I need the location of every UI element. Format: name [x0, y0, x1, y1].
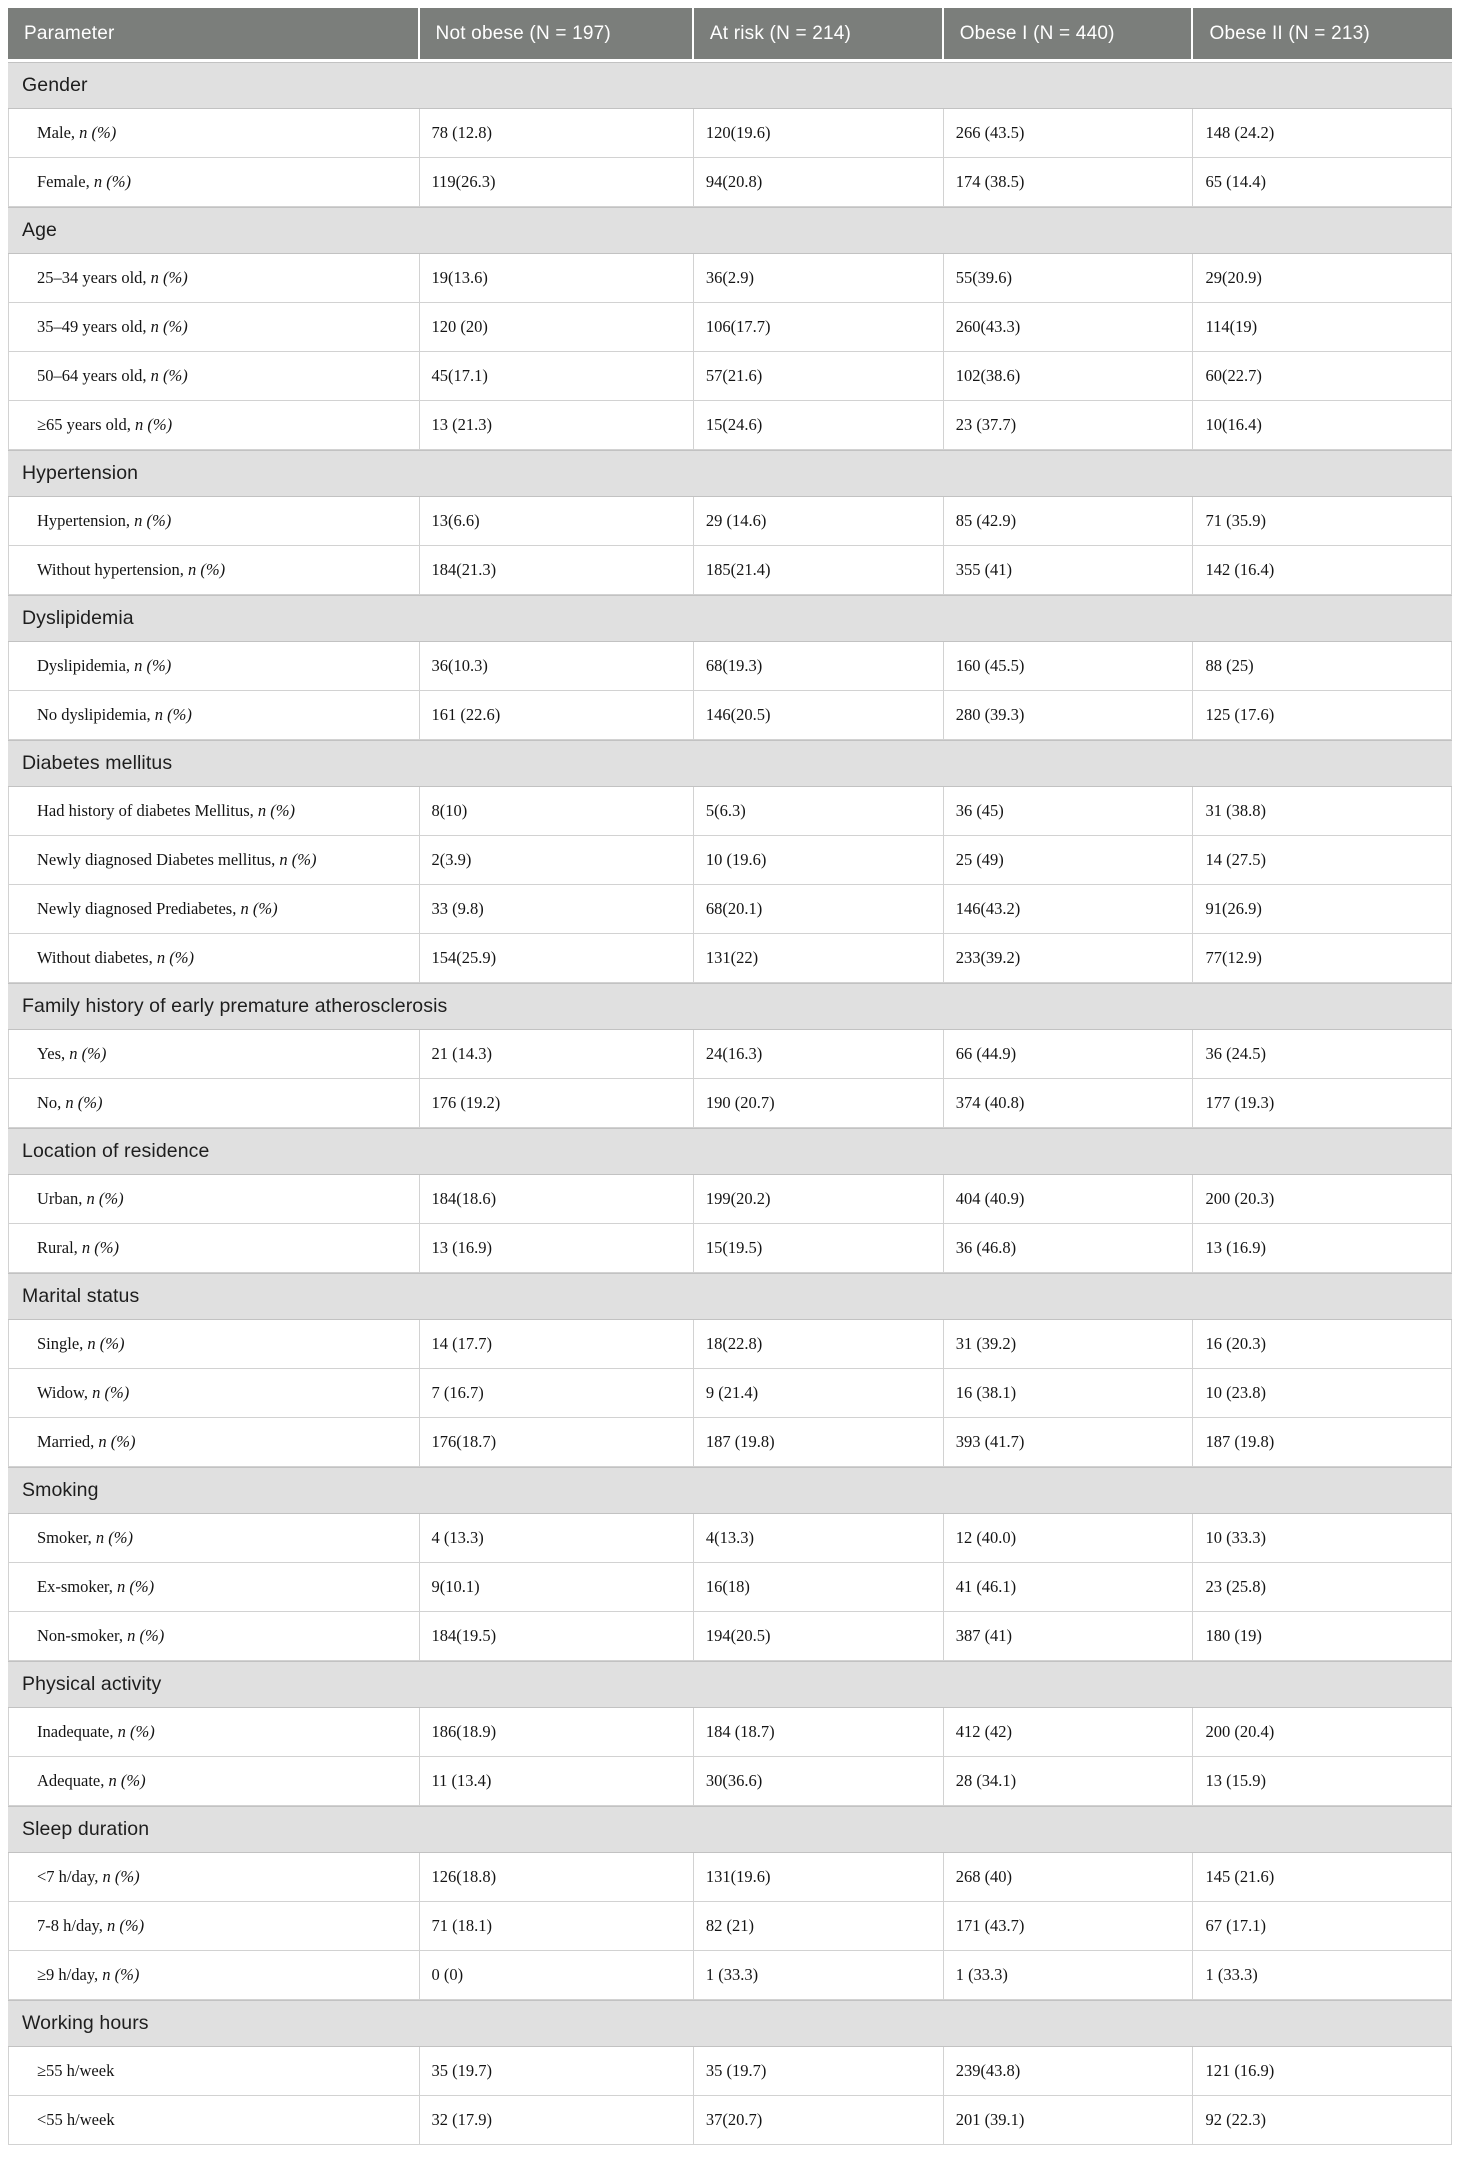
parameter-cell: [8, 352, 420, 401]
table-row: [8, 1757, 1452, 1806]
parameter-label: Inadequate,: [37, 1722, 118, 1741]
value-cell: 85 (42.9): [944, 497, 1194, 546]
table-row: [8, 885, 1452, 934]
table-row: [8, 109, 1452, 158]
value-cell: 114(19): [1193, 303, 1452, 352]
value-cell: 11 (13.4): [420, 1757, 694, 1806]
value-cell: 36 (46.8): [944, 1224, 1194, 1273]
value-cell: 15(24.6): [694, 401, 944, 450]
value-cell: 45(17.1): [420, 352, 694, 401]
parameter-label: 25–34 years old,: [37, 268, 151, 287]
value-cell: 174 (38.5): [944, 158, 1194, 207]
parameter-note: n (%): [188, 560, 226, 579]
value-cell: 161 (22.6): [420, 691, 694, 740]
value-cell: 142 (16.4): [1193, 546, 1452, 595]
table-row: [8, 1708, 1452, 1757]
value-cell: 24(16.3): [694, 1030, 944, 1079]
value-cell: 71 (35.9): [1193, 497, 1452, 546]
value-cell: 23 (25.8): [1193, 1563, 1452, 1612]
parameter-cell: [8, 546, 420, 595]
parameter-label: No,: [37, 1093, 66, 1112]
column-header-at-risk: At risk (N = 214): [694, 8, 944, 62]
value-cell: 29 (14.6): [694, 497, 944, 546]
parameter-cell: [8, 836, 420, 885]
parameter-label: ≥55 h/week: [37, 2061, 115, 2080]
value-cell: 125 (17.6): [1193, 691, 1452, 740]
parameter-label: Dyslipidemia,: [37, 656, 135, 675]
parameter-label: Male,: [37, 123, 80, 142]
value-cell: 154(25.9): [420, 934, 694, 983]
value-cell: 10 (33.3): [1193, 1514, 1452, 1563]
parameter-label: 50–64 years old,: [37, 366, 151, 385]
value-cell: 120(19.6): [694, 109, 944, 158]
column-header-obese-2: Obese II (N = 213): [1193, 8, 1452, 62]
value-cell: 146(20.5): [694, 691, 944, 740]
parameter-cell: [8, 691, 420, 740]
parameter-cell: [8, 1951, 420, 2000]
table-row: [8, 546, 1452, 595]
value-cell: 374 (40.8): [944, 1079, 1194, 1128]
value-cell: 14 (17.7): [420, 1320, 694, 1369]
parameter-cell: [8, 1853, 420, 1902]
section-row: [8, 983, 1452, 1030]
parameter-label: Without hypertension,: [37, 560, 189, 579]
parameter-label: <7 h/day,: [37, 1867, 103, 1886]
table-row: [8, 158, 1452, 207]
value-cell: 387 (41): [944, 1612, 1194, 1661]
parameter-label: 7-8 h/day,: [37, 1916, 107, 1935]
value-cell: 131(19.6): [694, 1853, 944, 1902]
section-row: [8, 62, 1452, 109]
table-row: [8, 1951, 1452, 2000]
value-cell: 184 (18.7): [694, 1708, 944, 1757]
value-cell: 131(22): [694, 934, 944, 983]
table-row: [8, 303, 1452, 352]
value-cell: 19(13.6): [420, 254, 694, 303]
section-row: [8, 740, 1452, 787]
section-title: Sleep duration: [8, 1806, 1452, 1853]
value-cell: 355 (41): [944, 546, 1194, 595]
table-row: [8, 1079, 1452, 1128]
section-title: Location of residence: [8, 1128, 1452, 1175]
value-cell: 36(2.9): [694, 254, 944, 303]
value-cell: 18(22.8): [694, 1320, 944, 1369]
value-cell: 121 (16.9): [1193, 2047, 1452, 2096]
value-cell: 16(18): [694, 1563, 944, 1612]
parameter-cell: [8, 2096, 420, 2145]
parameter-label: Had history of diabetes Mellitus,: [37, 801, 258, 820]
parameter-note: n (%): [87, 1334, 125, 1353]
value-cell: 82 (21): [694, 1902, 944, 1951]
value-cell: 148 (24.2): [1193, 109, 1452, 158]
table-row: [8, 1320, 1452, 1369]
parameter-cell: [8, 254, 420, 303]
value-cell: 239(43.8): [944, 2047, 1194, 2096]
value-cell: 78 (12.8): [420, 109, 694, 158]
parameter-note: n (%): [279, 850, 317, 869]
parameter-note: n (%): [156, 948, 194, 967]
table-row: [8, 401, 1452, 450]
value-cell: 94(20.8): [694, 158, 944, 207]
value-cell: 12 (40.0): [944, 1514, 1194, 1563]
parameter-label: Urban,: [37, 1189, 87, 1208]
parameter-note: n (%): [154, 705, 192, 724]
value-cell: 10(16.4): [1193, 401, 1452, 450]
value-cell: 16 (20.3): [1193, 1320, 1452, 1369]
value-cell: 68(20.1): [694, 885, 944, 934]
table-body: [8, 62, 1452, 2145]
parameter-label: No dyslipidemia,: [37, 705, 155, 724]
value-cell: 184(18.6): [420, 1175, 694, 1224]
value-cell: 171 (43.7): [944, 1902, 1194, 1951]
value-cell: 21 (14.3): [420, 1030, 694, 1079]
parameter-cell: [8, 1320, 420, 1369]
value-cell: 92 (22.3): [1193, 2096, 1452, 2145]
value-cell: 33 (9.8): [420, 885, 694, 934]
parameter-note: n (%): [102, 1965, 140, 1984]
value-cell: 126(18.8): [420, 1853, 694, 1902]
table-row: [8, 836, 1452, 885]
table-row: [8, 1030, 1452, 1079]
parameter-label: Widow,: [37, 1383, 93, 1402]
parameter-note: n (%): [106, 1916, 145, 1935]
value-cell: 30(36.6): [694, 1757, 944, 1806]
value-cell: 412 (42): [944, 1708, 1194, 1757]
value-cell: 13(6.6): [420, 497, 694, 546]
section-title: Physical activity: [8, 1661, 1452, 1708]
value-cell: 4(13.3): [694, 1514, 944, 1563]
parameter-note: n (%): [117, 1722, 155, 1741]
value-cell: 146(43.2): [944, 885, 1194, 934]
section-row: [8, 1806, 1452, 1853]
parameter-note: n (%): [150, 366, 188, 385]
value-cell: 1 (33.3): [694, 1951, 944, 2000]
parameters-table: [8, 8, 1452, 2145]
parameter-label: Married,: [37, 1432, 99, 1451]
table-row: [8, 1853, 1452, 1902]
parameter-label: ≥65 years old,: [37, 415, 135, 434]
value-cell: 2(3.9): [420, 836, 694, 885]
table-row: [8, 1175, 1452, 1224]
value-cell: 35 (19.7): [420, 2047, 694, 2096]
value-cell: 200 (20.4): [1193, 1708, 1452, 1757]
table-row: [8, 352, 1452, 401]
parameter-cell: [8, 1079, 420, 1128]
value-cell: 393 (41.7): [944, 1418, 1194, 1467]
parameter-note: n (%): [86, 1189, 124, 1208]
section-row: [8, 1128, 1452, 1175]
parameter-label: Ex-smoker,: [37, 1577, 117, 1596]
parameter-note: n (%): [117, 1577, 155, 1596]
value-cell: 15(19.5): [694, 1224, 944, 1273]
value-cell: 194(20.5): [694, 1612, 944, 1661]
table-row: [8, 1902, 1452, 1951]
value-cell: 60(22.7): [1193, 352, 1452, 401]
section-title: Smoking: [8, 1467, 1452, 1514]
parameter-cell: [8, 109, 420, 158]
value-cell: 28 (34.1): [944, 1757, 1194, 1806]
value-cell: 9 (21.4): [694, 1369, 944, 1418]
value-cell: 36(10.3): [420, 642, 694, 691]
value-cell: 31 (38.8): [1193, 787, 1452, 836]
value-cell: 233(39.2): [944, 934, 1194, 983]
table-row: [8, 1369, 1452, 1418]
table-header-row: [8, 8, 1452, 62]
parameter-note: n (%): [134, 415, 173, 434]
table-row: [8, 642, 1452, 691]
value-cell: 102(38.6): [944, 352, 1194, 401]
section-row: [8, 1273, 1452, 1320]
section-title: Family history of early premature atherosclerosis: [8, 983, 1452, 1030]
parameter-label: Yes,: [37, 1044, 70, 1063]
value-cell: 13 (21.3): [420, 401, 694, 450]
value-cell: 32 (17.9): [420, 2096, 694, 2145]
parameter-cell: [8, 1030, 420, 1079]
value-cell: 1 (33.3): [1193, 1951, 1452, 2000]
value-cell: 35 (19.7): [694, 2047, 944, 2096]
table-row: [8, 1224, 1452, 1273]
value-cell: 187 (19.8): [694, 1418, 944, 1467]
parameter-note: n (%): [150, 317, 188, 336]
value-cell: 200 (20.3): [1193, 1175, 1452, 1224]
parameter-cell: [8, 642, 420, 691]
table-row: [8, 934, 1452, 983]
parameter-note: n (%): [102, 1867, 140, 1886]
section-row: [8, 2000, 1452, 2047]
value-cell: 280 (39.3): [944, 691, 1194, 740]
section-title: Gender: [8, 62, 1452, 109]
parameter-note: n (%): [150, 268, 188, 287]
section-title: Diabetes mellitus: [8, 740, 1452, 787]
value-cell: 1 (33.3): [944, 1951, 1194, 2000]
parameter-cell: [8, 1369, 420, 1418]
parameter-cell: [8, 1563, 420, 1612]
value-cell: 185(21.4): [694, 546, 944, 595]
parameter-cell: [8, 303, 420, 352]
section-title: Dyslipidemia: [8, 595, 1452, 642]
parameter-cell: [8, 1902, 420, 1951]
table-row: [8, 1612, 1452, 1661]
parameter-note: n (%): [93, 172, 131, 191]
value-cell: 31 (39.2): [944, 1320, 1194, 1369]
parameter-label: Adequate,: [37, 1771, 109, 1790]
value-cell: 16 (38.1): [944, 1369, 1194, 1418]
value-cell: 119(26.3): [420, 158, 694, 207]
value-cell: 10 (19.6): [694, 836, 944, 885]
parameter-label: Rural,: [37, 1238, 82, 1257]
table-row: [8, 254, 1452, 303]
value-cell: 9(10.1): [420, 1563, 694, 1612]
table-row: [8, 1514, 1452, 1563]
parameter-label: Hypertension,: [37, 511, 135, 530]
parameter-label: Without diabetes,: [37, 948, 157, 967]
table-row: [8, 787, 1452, 836]
parameter-cell: [8, 158, 420, 207]
value-cell: 29(20.9): [1193, 254, 1452, 303]
value-cell: 66 (44.9): [944, 1030, 1194, 1079]
value-cell: 41 (46.1): [944, 1563, 1194, 1612]
column-header-not-obese: Not obese (N = 197): [420, 8, 694, 62]
value-cell: 268 (40): [944, 1853, 1194, 1902]
value-cell: 184(19.5): [420, 1612, 694, 1661]
parameter-cell: [8, 2047, 420, 2096]
parameter-note: n (%): [134, 656, 172, 675]
value-cell: 120 (20): [420, 303, 694, 352]
column-header-parameter: Parameter: [8, 8, 420, 62]
table-row: [8, 1563, 1452, 1612]
parameter-label: Female,: [37, 172, 94, 191]
parameter-note: n (%): [65, 1093, 103, 1112]
value-cell: 13 (16.9): [420, 1224, 694, 1273]
parameter-label: 35–49 years old,: [37, 317, 151, 336]
parameter-note: n (%): [257, 801, 295, 820]
parameter-label: Newly diagnosed Diabetes mellitus,: [37, 850, 280, 869]
value-cell: 14 (27.5): [1193, 836, 1452, 885]
section-row: [8, 207, 1452, 254]
value-cell: 88 (25): [1193, 642, 1452, 691]
value-cell: 10 (23.8): [1193, 1369, 1452, 1418]
parameter-note: n (%): [95, 1528, 134, 1547]
parameter-cell: [8, 1514, 420, 1563]
value-cell: 106(17.7): [694, 303, 944, 352]
value-cell: 77(12.9): [1193, 934, 1452, 983]
parameter-cell: [8, 1708, 420, 1757]
value-cell: 0 (0): [420, 1951, 694, 2000]
value-cell: 186(18.9): [420, 1708, 694, 1757]
parameter-note: n (%): [98, 1432, 136, 1451]
value-cell: 8(10): [420, 787, 694, 836]
value-cell: 91(26.9): [1193, 885, 1452, 934]
value-cell: 190 (20.7): [694, 1079, 944, 1128]
value-cell: 160 (45.5): [944, 642, 1194, 691]
parameter-note: n (%): [127, 1626, 165, 1645]
parameter-cell: [8, 1175, 420, 1224]
parameter-label: Smoker,: [37, 1528, 96, 1547]
parameter-cell: [8, 1612, 420, 1661]
parameter-cell: [8, 787, 420, 836]
value-cell: 5(6.3): [694, 787, 944, 836]
parameter-cell: [8, 1757, 420, 1806]
value-cell: 71 (18.1): [420, 1902, 694, 1951]
value-cell: 199(20.2): [694, 1175, 944, 1224]
value-cell: 201 (39.1): [944, 2096, 1194, 2145]
table-row: [8, 497, 1452, 546]
value-cell: 177 (19.3): [1193, 1079, 1452, 1128]
parameter-label: Non-smoker,: [37, 1626, 128, 1645]
value-cell: 145 (21.6): [1193, 1853, 1452, 1902]
parameter-note: n (%): [81, 1238, 120, 1257]
section-title: Hypertension: [8, 450, 1452, 497]
section-title: Marital status: [8, 1273, 1452, 1320]
parameter-note: n (%): [69, 1044, 107, 1063]
value-cell: 176 (19.2): [420, 1079, 694, 1128]
parameter-note: n (%): [134, 511, 172, 530]
column-header-obese-1: Obese I (N = 440): [944, 8, 1194, 62]
table-row: [8, 2096, 1452, 2145]
parameter-cell: [8, 934, 420, 983]
parameter-cell: [8, 497, 420, 546]
value-cell: 68(19.3): [694, 642, 944, 691]
parameter-label: <55 h/week: [37, 2110, 115, 2129]
value-cell: 404 (40.9): [944, 1175, 1194, 1224]
value-cell: 36 (45): [944, 787, 1194, 836]
value-cell: 67 (17.1): [1193, 1902, 1452, 1951]
parameter-note: n (%): [92, 1383, 130, 1402]
value-cell: 180 (19): [1193, 1612, 1452, 1661]
value-cell: 13 (15.9): [1193, 1757, 1452, 1806]
value-cell: 7 (16.7): [420, 1369, 694, 1418]
parameter-label: ≥9 h/day,: [37, 1965, 103, 1984]
value-cell: 23 (37.7): [944, 401, 1194, 450]
section-row: [8, 1467, 1452, 1514]
value-cell: 260(43.3): [944, 303, 1194, 352]
value-cell: 176(18.7): [420, 1418, 694, 1467]
section-row: [8, 595, 1452, 642]
parameter-note: n (%): [240, 899, 278, 918]
parameter-label: Newly diagnosed Prediabetes,: [37, 899, 241, 918]
value-cell: 187 (19.8): [1193, 1418, 1452, 1467]
value-cell: 37(20.7): [694, 2096, 944, 2145]
section-title: Working hours: [8, 2000, 1452, 2047]
parameter-label: Single,: [37, 1334, 88, 1353]
value-cell: 25 (49): [944, 836, 1194, 885]
value-cell: 13 (16.9): [1193, 1224, 1452, 1273]
parameter-cell: [8, 1418, 420, 1467]
value-cell: 55(39.6): [944, 254, 1194, 303]
value-cell: 57(21.6): [694, 352, 944, 401]
parameter-cell: [8, 401, 420, 450]
parameter-cell: [8, 1224, 420, 1273]
value-cell: 36 (24.5): [1193, 1030, 1452, 1079]
table-row: [8, 2047, 1452, 2096]
value-cell: 266 (43.5): [944, 109, 1194, 158]
parameter-note: n (%): [79, 123, 117, 142]
value-cell: 65 (14.4): [1193, 158, 1452, 207]
value-cell: 4 (13.3): [420, 1514, 694, 1563]
section-row: [8, 450, 1452, 497]
value-cell: 184(21.3): [420, 546, 694, 595]
section-title: Age: [8, 207, 1452, 254]
parameter-cell: [8, 885, 420, 934]
parameter-note: n (%): [108, 1771, 146, 1790]
section-row: [8, 1661, 1452, 1708]
table-row: [8, 1418, 1452, 1467]
table-row: [8, 691, 1452, 740]
